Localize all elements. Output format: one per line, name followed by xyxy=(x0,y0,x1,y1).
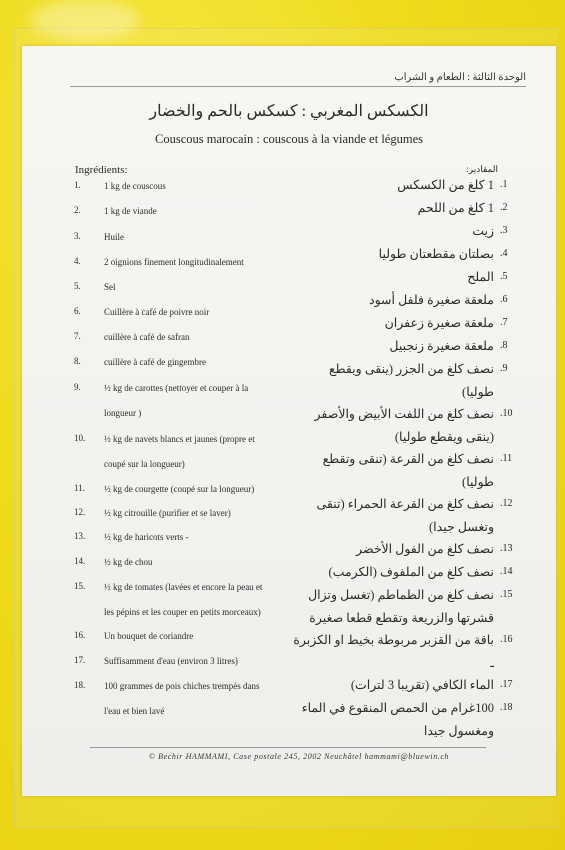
ar-item-text xyxy=(284,561,494,584)
fr-item-number: 17. xyxy=(74,655,86,665)
fr-item-line: ½ kg de tomates (lavées et encore la peau et xyxy=(104,582,263,592)
fr-item-line: ½ kg de chou xyxy=(104,557,153,567)
fr-item-text xyxy=(104,199,282,224)
ar-item-number: .16 xyxy=(500,634,513,645)
ar-item-number: .5 xyxy=(500,271,508,282)
fr-item-text xyxy=(104,350,282,375)
ar-item-number: .11 xyxy=(500,453,513,464)
fr-item-line: ½ kg de carottes (nettoyer et couper à la xyxy=(104,383,249,393)
header-rule xyxy=(70,86,526,87)
fr-item-line: 1 kg de viande xyxy=(104,206,157,216)
fr-item-text xyxy=(104,250,282,275)
fr-item-line: ½ kg de haricots verts - xyxy=(104,532,189,542)
ar-item-line: بصلتان مقطعتان طوليا xyxy=(378,247,494,261)
ar-item-line: 1 كلغ من الكسكس xyxy=(397,178,494,192)
fr-item-number: 11. xyxy=(74,483,85,493)
ar-item-text xyxy=(284,403,494,448)
ar-item-line: الملح xyxy=(467,270,494,284)
ar-item-number: .17 xyxy=(500,679,513,690)
ar-item-text xyxy=(284,197,494,220)
fr-item-number: 5. xyxy=(74,281,81,291)
ar-item-line: زيت xyxy=(472,224,494,238)
fr-item-number: 8. xyxy=(74,356,81,366)
ar-item-text xyxy=(284,697,494,742)
ar-item-number: .2 xyxy=(500,202,508,213)
ar-item-text xyxy=(284,584,494,629)
fr-item-text xyxy=(104,427,282,477)
ar-item-line: نصف كلغ من الجزر (ينقى ويقطع xyxy=(328,362,494,376)
fr-item-line: 1 kg de couscous xyxy=(104,181,166,191)
fr-item-line: Huile xyxy=(104,232,124,242)
fr-item-text xyxy=(104,225,282,250)
fr-item-text xyxy=(104,477,282,502)
ar-item-text xyxy=(284,538,494,561)
fr-item-line: Un bouquet de coriandre xyxy=(104,631,194,641)
ar-item-number: .12 xyxy=(500,498,513,509)
ar-item-number: .14 xyxy=(500,566,513,577)
ar-item-line: طوليا) xyxy=(462,474,494,489)
fr-item-text xyxy=(104,649,282,674)
ar-item-line: ملعقة صغيرة زنجبيل xyxy=(389,339,494,353)
fr-item-line: cuillère à café de safran xyxy=(104,332,190,342)
ar-item-line: نصف كلغ من الملفوف (الكرمب) xyxy=(328,565,494,579)
ar-item-line: نصف كلغ من القرعة (تنقى وتقطع xyxy=(322,452,494,466)
fr-item-line: Cuillère à café de poivre noir xyxy=(104,307,210,317)
fr-item-text xyxy=(104,501,282,526)
fr-item-line: Sel xyxy=(104,282,116,292)
fr-item-text xyxy=(104,525,282,550)
ar-item-text xyxy=(284,448,494,493)
fr-item-number: 15. xyxy=(74,581,86,591)
ar-item-line: ومغسول جيدا xyxy=(423,723,494,738)
ar-item-number: .6 xyxy=(500,294,508,305)
french-title: Couscous marocain : couscous à la viande et légumes xyxy=(155,132,423,146)
ar-item-number: .9 xyxy=(500,363,508,374)
light-glare xyxy=(30,0,140,40)
fr-item-line: ½ kg citrouille (purifier et se laver) xyxy=(104,508,231,518)
ar-item-line: الماء الكافي (تقريبا 3 لترات) xyxy=(350,678,494,692)
ar-item-line: نصف كلغ من الطماطم (تغسل وتزال xyxy=(308,588,494,602)
footer-rule xyxy=(90,747,486,748)
fr-item-text xyxy=(104,376,282,426)
ar-item-text xyxy=(284,358,494,403)
ar-item-line: ملعقة صغيرة فلفل أسود xyxy=(369,293,494,307)
ar-item-text xyxy=(284,493,494,538)
ar-item-line: ملعقة صغيرة زعفران xyxy=(384,316,494,330)
ar-item-number: .18 xyxy=(500,702,513,713)
ar-item-text xyxy=(284,674,494,697)
fr-item-line: Suffisamment d'eau (environ 3 litres) xyxy=(104,656,238,666)
ar-item-line: (ينقى ويقطع طوليا) xyxy=(394,429,494,444)
ar-item-line: 100غرام من الحمص المنقوع في الماء xyxy=(301,701,494,715)
fr-item-line: les pépins et les couper en petits morceaux) xyxy=(104,607,261,617)
ar-item-text xyxy=(284,220,494,243)
ar-item-line: 1 كلغ من اللحم xyxy=(417,201,494,215)
fr-item-text xyxy=(104,575,282,625)
fr-item-number: 3. xyxy=(74,231,81,241)
ar-item-text xyxy=(284,335,494,358)
ar-item-number: .7 xyxy=(500,317,508,328)
ar-item-line: نصف كلغ من القرعة الحمراء (تنقى xyxy=(316,497,494,511)
ar-item-text xyxy=(284,266,494,289)
fr-item-number: 10. xyxy=(74,433,86,443)
fr-item-number: 7. xyxy=(74,331,81,341)
ar-item-number: .13 xyxy=(500,543,513,554)
fr-item-number: 1. xyxy=(74,180,81,190)
fr-item-text xyxy=(104,300,282,325)
ar-item-text xyxy=(284,289,494,312)
fr-item-text xyxy=(104,674,282,724)
footer-credit: © Bechir HAMMAMI, Case postale 245, 2002 Neuchâtel hammami@bluewin.ch xyxy=(148,752,450,761)
fr-item-line: 100 grammes de pois chiches trempés dans xyxy=(104,681,260,691)
fr-item-text xyxy=(104,174,282,199)
fr-item-text xyxy=(104,275,282,300)
ar-item-line: طوليا) xyxy=(462,384,494,399)
ar-item-line: ـ xyxy=(490,655,494,670)
ar-item-text xyxy=(284,312,494,335)
fr-item-number: 14. xyxy=(74,556,86,566)
ar-item-number: .4 xyxy=(500,248,508,259)
fr-item-line: cuillère à café de gingembre xyxy=(104,357,206,367)
ar-item-number: .15 xyxy=(500,589,513,600)
fr-item-line: 2 oignions finement longitudinalement xyxy=(104,257,244,267)
ar-item-number: .1 xyxy=(500,179,508,190)
ar-item-text xyxy=(284,629,494,674)
ar-item-line: وتغسل جيدا) xyxy=(429,519,494,534)
ar-item-number: .3 xyxy=(500,225,508,236)
recipe-sheet xyxy=(22,46,556,796)
fr-item-number: 12. xyxy=(74,507,86,517)
fr-item-text xyxy=(104,624,282,649)
ar-item-text xyxy=(284,243,494,266)
ingredients-label-fr: Ingrédients: xyxy=(75,164,128,176)
fr-item-line: ½ kg de courgette (coupé sur la longueur) xyxy=(104,484,255,494)
ar-item-number: .10 xyxy=(500,408,513,419)
fr-item-number: 9. xyxy=(74,382,81,392)
ar-item-line: باقة من القزبر مربوطة بخيط او الكزبرة xyxy=(293,633,494,647)
fr-item-number: 4. xyxy=(74,256,81,266)
ingredients-label-ar: المقادير: xyxy=(466,164,498,174)
fr-item-number: 16. xyxy=(74,630,86,640)
fr-item-text xyxy=(104,325,282,350)
fr-item-number: 6. xyxy=(74,306,81,316)
ar-item-line: نصف كلغ من اللفت الأبيض والأصفر xyxy=(314,407,494,421)
fr-item-text xyxy=(104,550,282,575)
arabic-title: الكسكس المغربي : كسكس بالحم والخضار xyxy=(149,103,429,120)
ar-item-line: نصف كلغ من الفول الأخضر xyxy=(356,542,494,556)
ar-item-line: قشرتها والزريعة وتقطع قطعا صغيرة xyxy=(309,610,494,625)
fr-item-number: 13. xyxy=(74,531,86,541)
fr-item-line: ½ kg de navets blancs et jaunes (propre et xyxy=(104,434,255,444)
fr-item-line: coupé sur la longueur) xyxy=(104,459,185,469)
fr-item-number: 18. xyxy=(74,680,86,690)
fr-item-line: l'eau et bien lavé xyxy=(104,706,165,716)
ar-item-text xyxy=(284,174,494,197)
ar-item-number: .8 xyxy=(500,340,508,351)
running-header: الوحدة الثالثة : الطعام و الشراب xyxy=(394,72,526,83)
fr-item-line: longueur ) xyxy=(104,408,142,418)
fr-item-number: 2. xyxy=(74,205,81,215)
